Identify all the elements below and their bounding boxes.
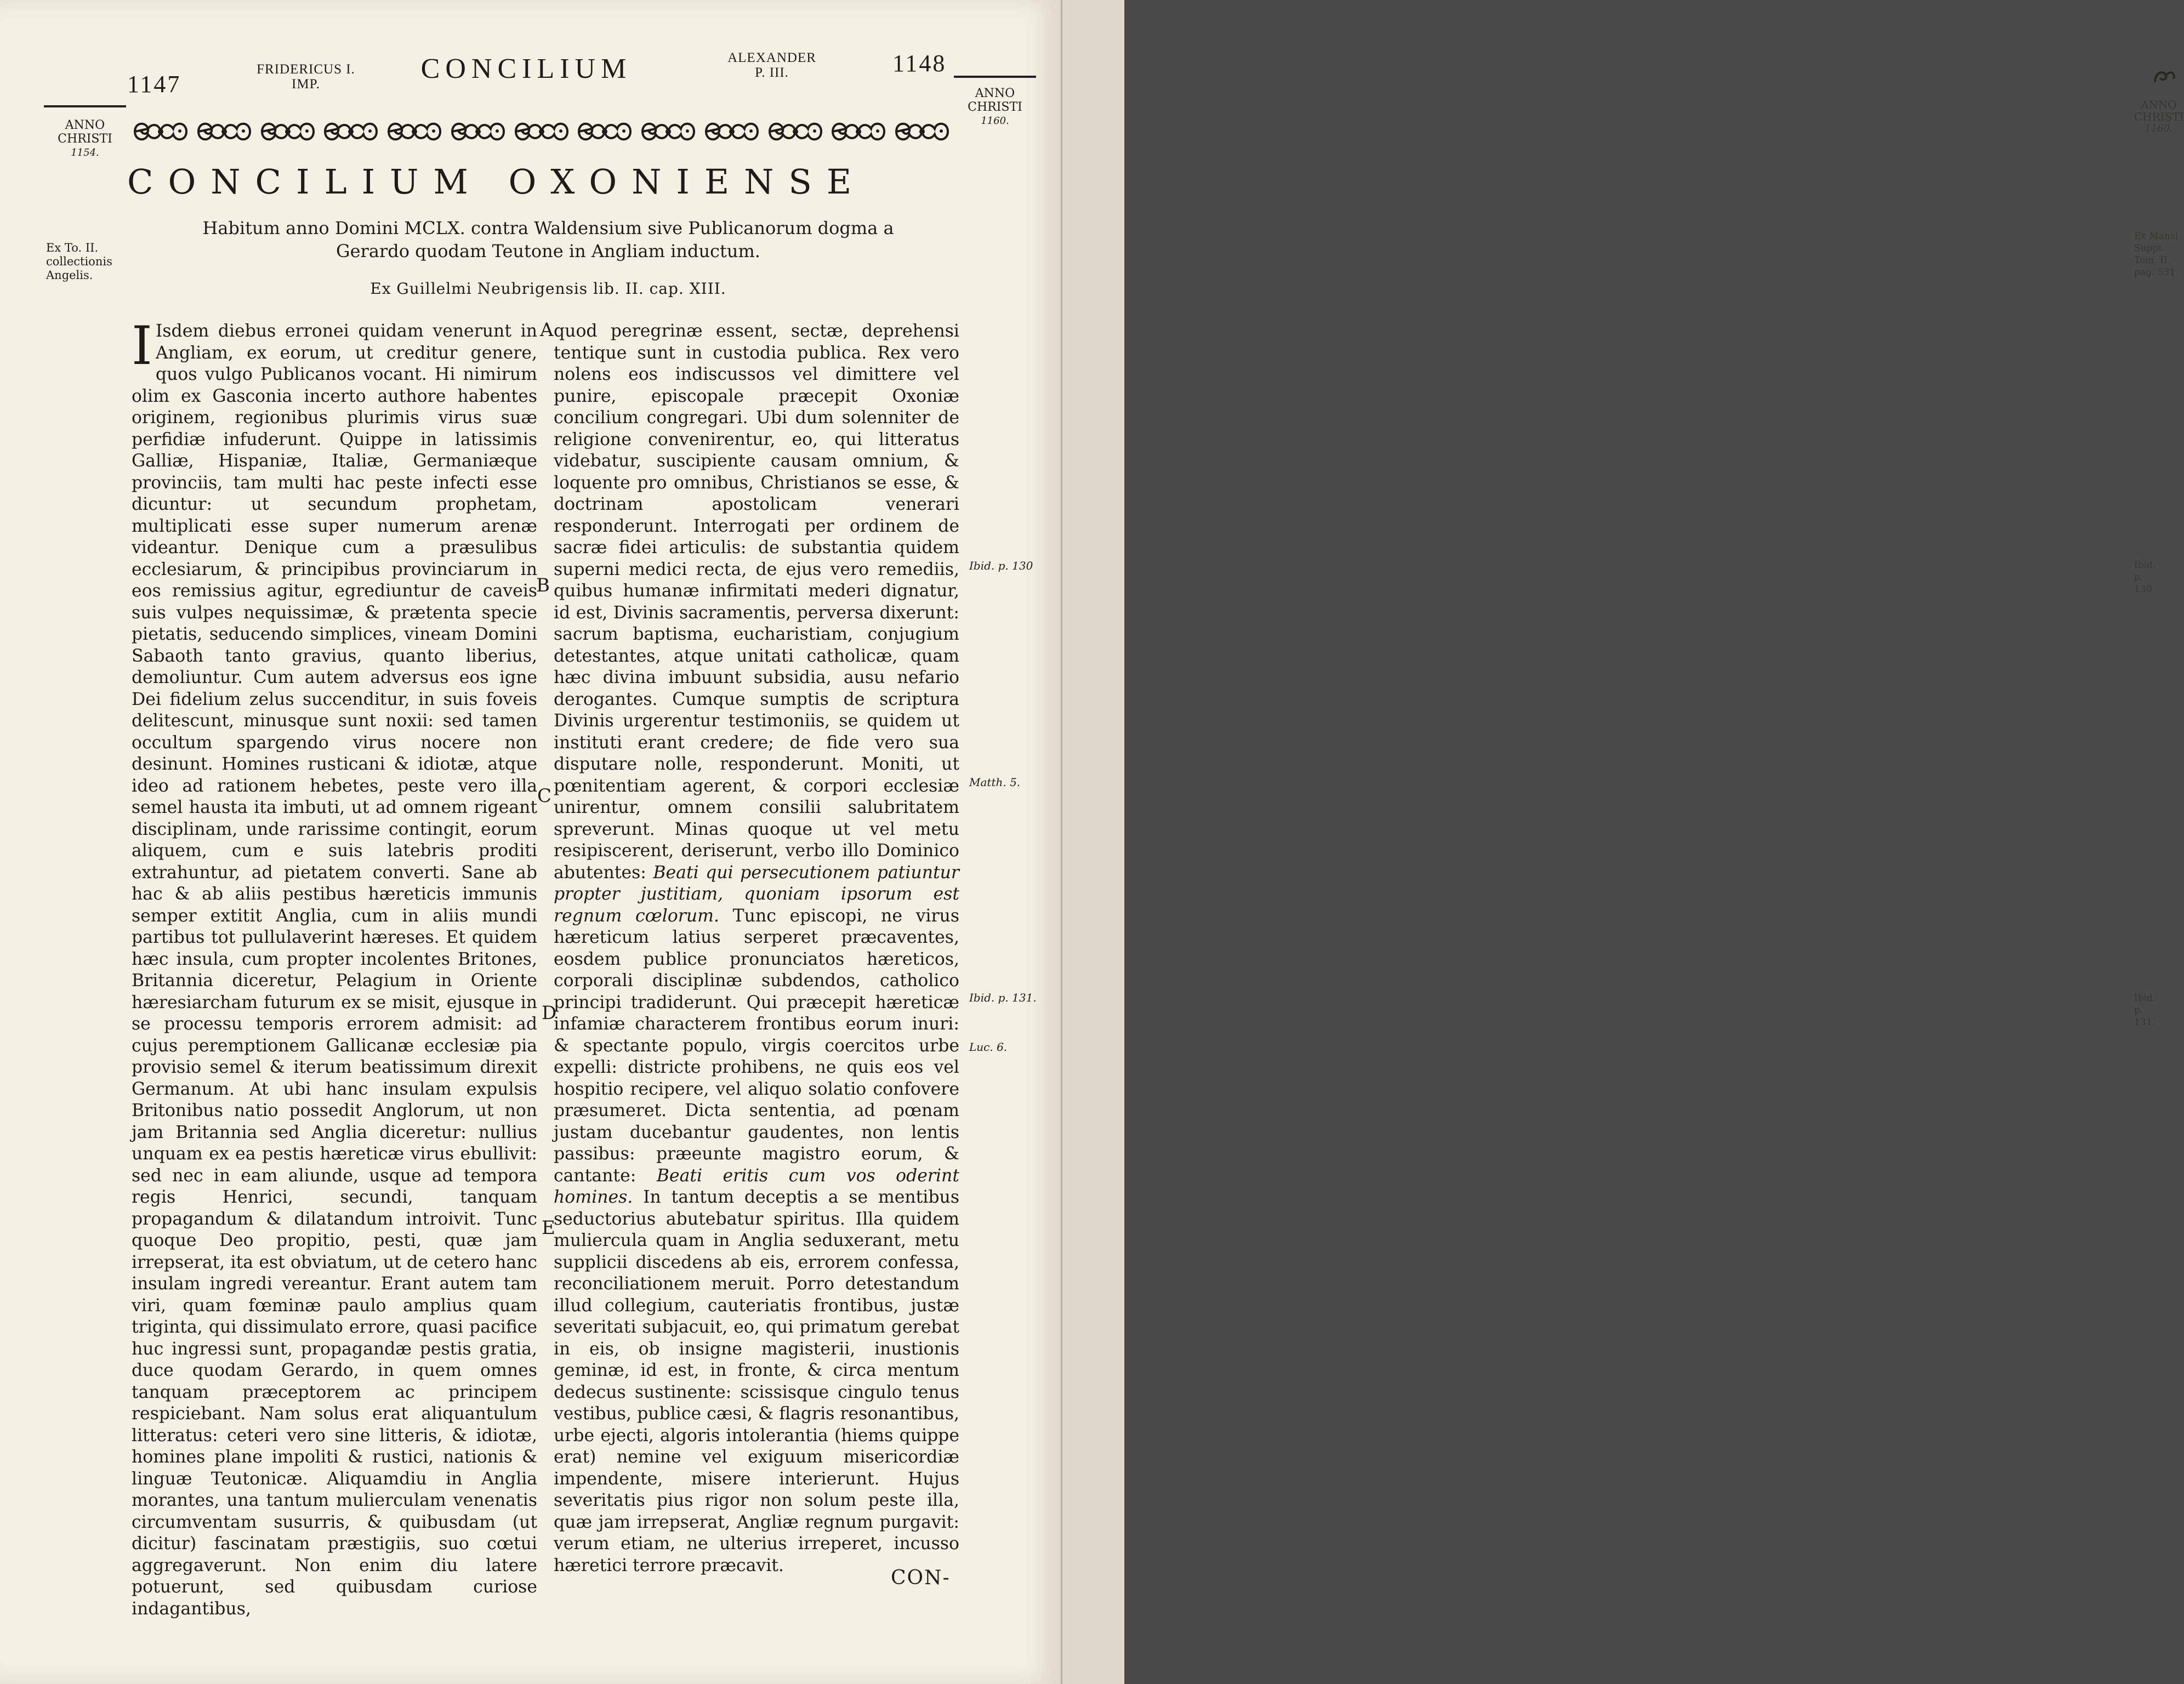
section-letter-d: D [542,1002,557,1024]
anno-right-year: 1160. [981,115,1009,127]
anno-christi-left [44,105,126,160]
section-letter-e: E [542,1217,555,1239]
ornament-scroll-icon [766,118,824,145]
next-page-note-2: Ibid. p. 130 [2134,560,2156,595]
book-page [0,0,1061,1684]
margin-matthew: Matth. 5. [969,776,1021,789]
margin-ibid-2: Ibid. p. 131. [969,991,1037,1004]
scripture-quote-matthew: Beati qui persecutionem patiuntur propter justitiam, quoniam ipsorum est regnum cœlorum. [554,862,959,926]
emperor-header [246,62,366,92]
ornament-scroll-icon [259,118,317,145]
main-title: CONCILIUM OXONIENSE [127,162,867,202]
text-column-right [554,321,959,1577]
next-page-edge [1061,0,2184,1684]
margin-source-line-1: Ex To. II. [46,241,99,254]
text-column-left [132,315,537,1620]
anno-right-line-2: CHRISTI [968,100,1022,114]
margin-source-note [46,241,123,282]
pope-header [717,50,827,80]
right-column-body-3: In tantum deceptis a se mentibus seductorius abutebatur spiritus. Illa quidem muliercula quam in Anglia seduxerant, metu supplicii discedens ab eis, errorem confessa, reconciliationem meruit. Porro detestandum illud collegium, cauteriatis frontibus, justæ severitati subjacuit, eo, qui primatum gerebat in eis, ob insigne magisterii, inustionis geminæ, id est, in fronte, & circa mentum dedecus sustinente: scissisque cingulo tenus vestibus, publice cæsi, & flagris resonantibus, urbe ejecti, algoris intolerantia (hiems quippe erat) nemine vel exiguum misericordiæ impendente, misere interierunt. Hujus severitatis pius rigor non solum peste illa, quæ jam irrepserat, Angliæ regnum purgavit: verum etiam, ne ulterius irreperet, incusso hæretici terrore præcavit. [554,1187,959,1575]
next-page-note-1: Ex Mansi Suppl. Tom. II. pag. 531. [2134,231,2179,278]
source-line: Ex Guillelmi Neubrigensis lib. II. cap. XIII. [370,280,726,298]
anno-left-line-1: ANNO [65,118,105,132]
section-letter-a: A [540,319,554,341]
ornament-scroll-icon [449,118,507,145]
next-page-anno [2134,99,2183,135]
left-page-number: 1147 [127,71,181,98]
ornament-scroll-icon [576,118,634,145]
emperor-name: FRIDERICUS I. [257,62,355,77]
margin-ibid-1: Ibid. p. 130 [969,559,1033,572]
ornament-scroll-icon [132,118,190,145]
anno-left-year: 1154. [71,147,99,158]
next-anno-year: 1160. [2145,123,2173,134]
ornament-scroll-icon [639,118,697,145]
ornament-scroll-icon [195,118,253,145]
ornament-scroll-icon [322,118,380,145]
next-anno-line-1: ANNO [2141,98,2177,111]
ornament-scroll-icon [893,118,951,145]
margin-source-line-2: collectionis [46,255,112,268]
right-column-body-2: Tunc episcopi, ne virus hæreticum latius serperet præcaventes, eosdem publice pronunciatos hæreticos, corporali disciplinæ subdendos, catholico principi tradiderunt. Qui præcepit hæreticæ infamiæ characterem frontibus eorum inuri: & spectante populo, virgis coercitos urbe expelli: districte prohibens, ne quis eos vel hospitio recipere, vel aliquo solatio confovere præsumeret. Dicta sententia, ad pœnam justam ducebantur gaudentes, non lentis passibus: præeunte magistro eorum, & cantante: [554,906,959,1186]
emperor-title: IMP. [292,77,320,92]
scripture-quote-luke: Beati eritis cum vos oderint homines. [554,1165,959,1207]
margin-luke: Luc. 6. [969,1040,1008,1054]
subtitle: Habitum anno Domini MCLX. contra Waldensium sive Publicanorum dogma a Gerardo quodam Teutone in Angliam inductum. [202,218,894,261]
next-page-note-3: Ibid. p. 131. [2134,993,2156,1028]
margin-source-line-3: Angelis. [46,269,93,282]
ornament-scroll-icon [829,118,888,145]
ornament-scroll-icon [513,118,571,145]
anno-left-line-2: CHRISTI [58,132,112,146]
ornament-scroll-icon [703,118,761,145]
ornament-band [132,112,951,151]
section-letter-c: C [537,785,552,807]
drop-cap: I [132,315,152,377]
fleuron-icon [2151,66,2178,88]
right-column-body-1: quod peregrinæ essent, sectæ, deprehensi tentique sunt in custodia publica. Rex vero nolens eos indiscussos vel dimittere vel punire, episcopale præcepit Oxoniæ concilium congregari. Ubi dum solenniter de religione convenirentur, eo, qui litteratus videbatur, suscipiente causam omnium, & loquente pro omnibus, Christianos se esse, & doctrinam apostolicam venerari responderunt. Interrogati per ordinem de sacræ fidei articulis: de substantia quidem superni medici recta, de ejus vero remediis, quibus humanæ infirmitati mederi dignatur, id est, Divinis sacramentis, perversa dixerunt: sacrum baptisma, eucharistiam, conjugium detestantes, atque unitati catholicæ, quam hæc divina imbuunt subsidia, ausu nefario derogantes. Cumque sumptis de scriptura Divinis urgerentur testimoniis, se quidem ut instituti erant credere; de fide vero sua disputare nolle, responderunt. Moniti, ut pœnitentiam agerent, & corpori ecclesiæ unirentur, omnem consilii salubritatem spreverunt. Minas quoque ut vel metu resipiscerent, deriserunt, verbo illo Dominico abutentes: [554,321,959,883]
anno-right-line-1: ANNO [975,87,1015,100]
pope-name: ALEXANDER [727,50,816,65]
anno-christi-right [954,76,1036,128]
left-column-body: Isdem diebus erronei quidam venerunt in Angliam, ex eorum, ut creditur genere, quos vulgo Publicanos vocant. Hi nimirum olim ex Gasconia incerto authore habentes originem, regionibus plurimis virus suæ perfidiæ infuderunt. Quippe in latissimis Galliæ, Hispaniæ, Italiæ, Germaniæque provinciis, tam multi hac peste infecti esse dicuntur: ut secundum prophetam, multiplicati esse super numerum arenæ videantur. Denique cum a præsulibus ecclesiarum, & principibus provinciarum in eos remissius agitur, egrediuntur de caveis suis vulpes nequissimæ, & prætenta specie pietatis, seducendo simplices, vineam Domini Sabaoth tanto gravius, quanto liberius, demoliuntur. Cum autem adversus eos igne Dei fidelium zelus succenditur, in suis foveis delitescunt, minusque sunt noxii: sed tamen occultum spargendo virus nocere non desinunt. Homines rusticani & idiotæ, atque ideo ad rationem hebetes, peste vero illa semel hausta ita imbuti, ut ad omnem rigeant disciplinam, unde rarissime contingit, eorum aliquem, cum e suis latebris proditi extrahuntur, ad pietatem converti. Sane ab hac & ab aliis pestibus hæreticis immunis semper extitit Anglia, cum in aliis mundi partibus tot pullulaverint hæreses. Et quidem hæc insula, cum propter incolentes Britones, Britannia diceretur, Pelagium in Oriente hæresiarcham futurum ex se misit, ejusque in se processu temporis errorem admisit: ad cujus peremptionem Gallicanæ ecclesiæ pia provisio semel & iterum beatissimum direxit Germanum. At ubi hanc insulam expulsis Britonibus natio possedit Anglorum, ut non jam Britannia sed Anglia diceretur: nullius unquam ex ea pestis hæreticæ virus ebullivit: sed nec in eam aliunde, usque ad tempora regis Henrici, secundi, tanquam propagandum & dilatandum introivit. Tunc quoque Deo propitio, pesti, quæ jam irrepserat, ita est obviatum, ut de cetero hanc insulam ingredi vereantur. Erant autem tam viri, quam fœminæ paulo amplius quam triginta, qui dissimulato errore, quasi pacifice huc ingressi sunt, propagandæ pestis gratia, duce quodam Gerardo, in quem omnes tanquam præceptorem ac principem respiciebant. Nam solus erat aliquantulum litteratus: ceteri vero sine litteris, & idiotæ, homines plane impoliti & rustici, nationis & linguæ Teutonicæ. Aliquamdiu in Anglia morantes, una tantum mulierculam venenatis circumventam susurris, & quibusdam (ut dicitur) fascinatam præstigiis, suo cœtui aggregaverunt. Non enim diu latere potuerunt, sed quibusdam curiose indagantibus, [132,321,537,1619]
running-title: CONCILIUM [420,53,632,84]
right-page-number: 1148 [892,50,947,77]
pope-title: P. III. [755,65,789,80]
next-anno-line-2: CHRISTI [2134,110,2184,123]
section-letter-b: B [536,574,550,596]
catchword: CON- [891,1567,951,1589]
ornament-scroll-icon [385,118,443,145]
